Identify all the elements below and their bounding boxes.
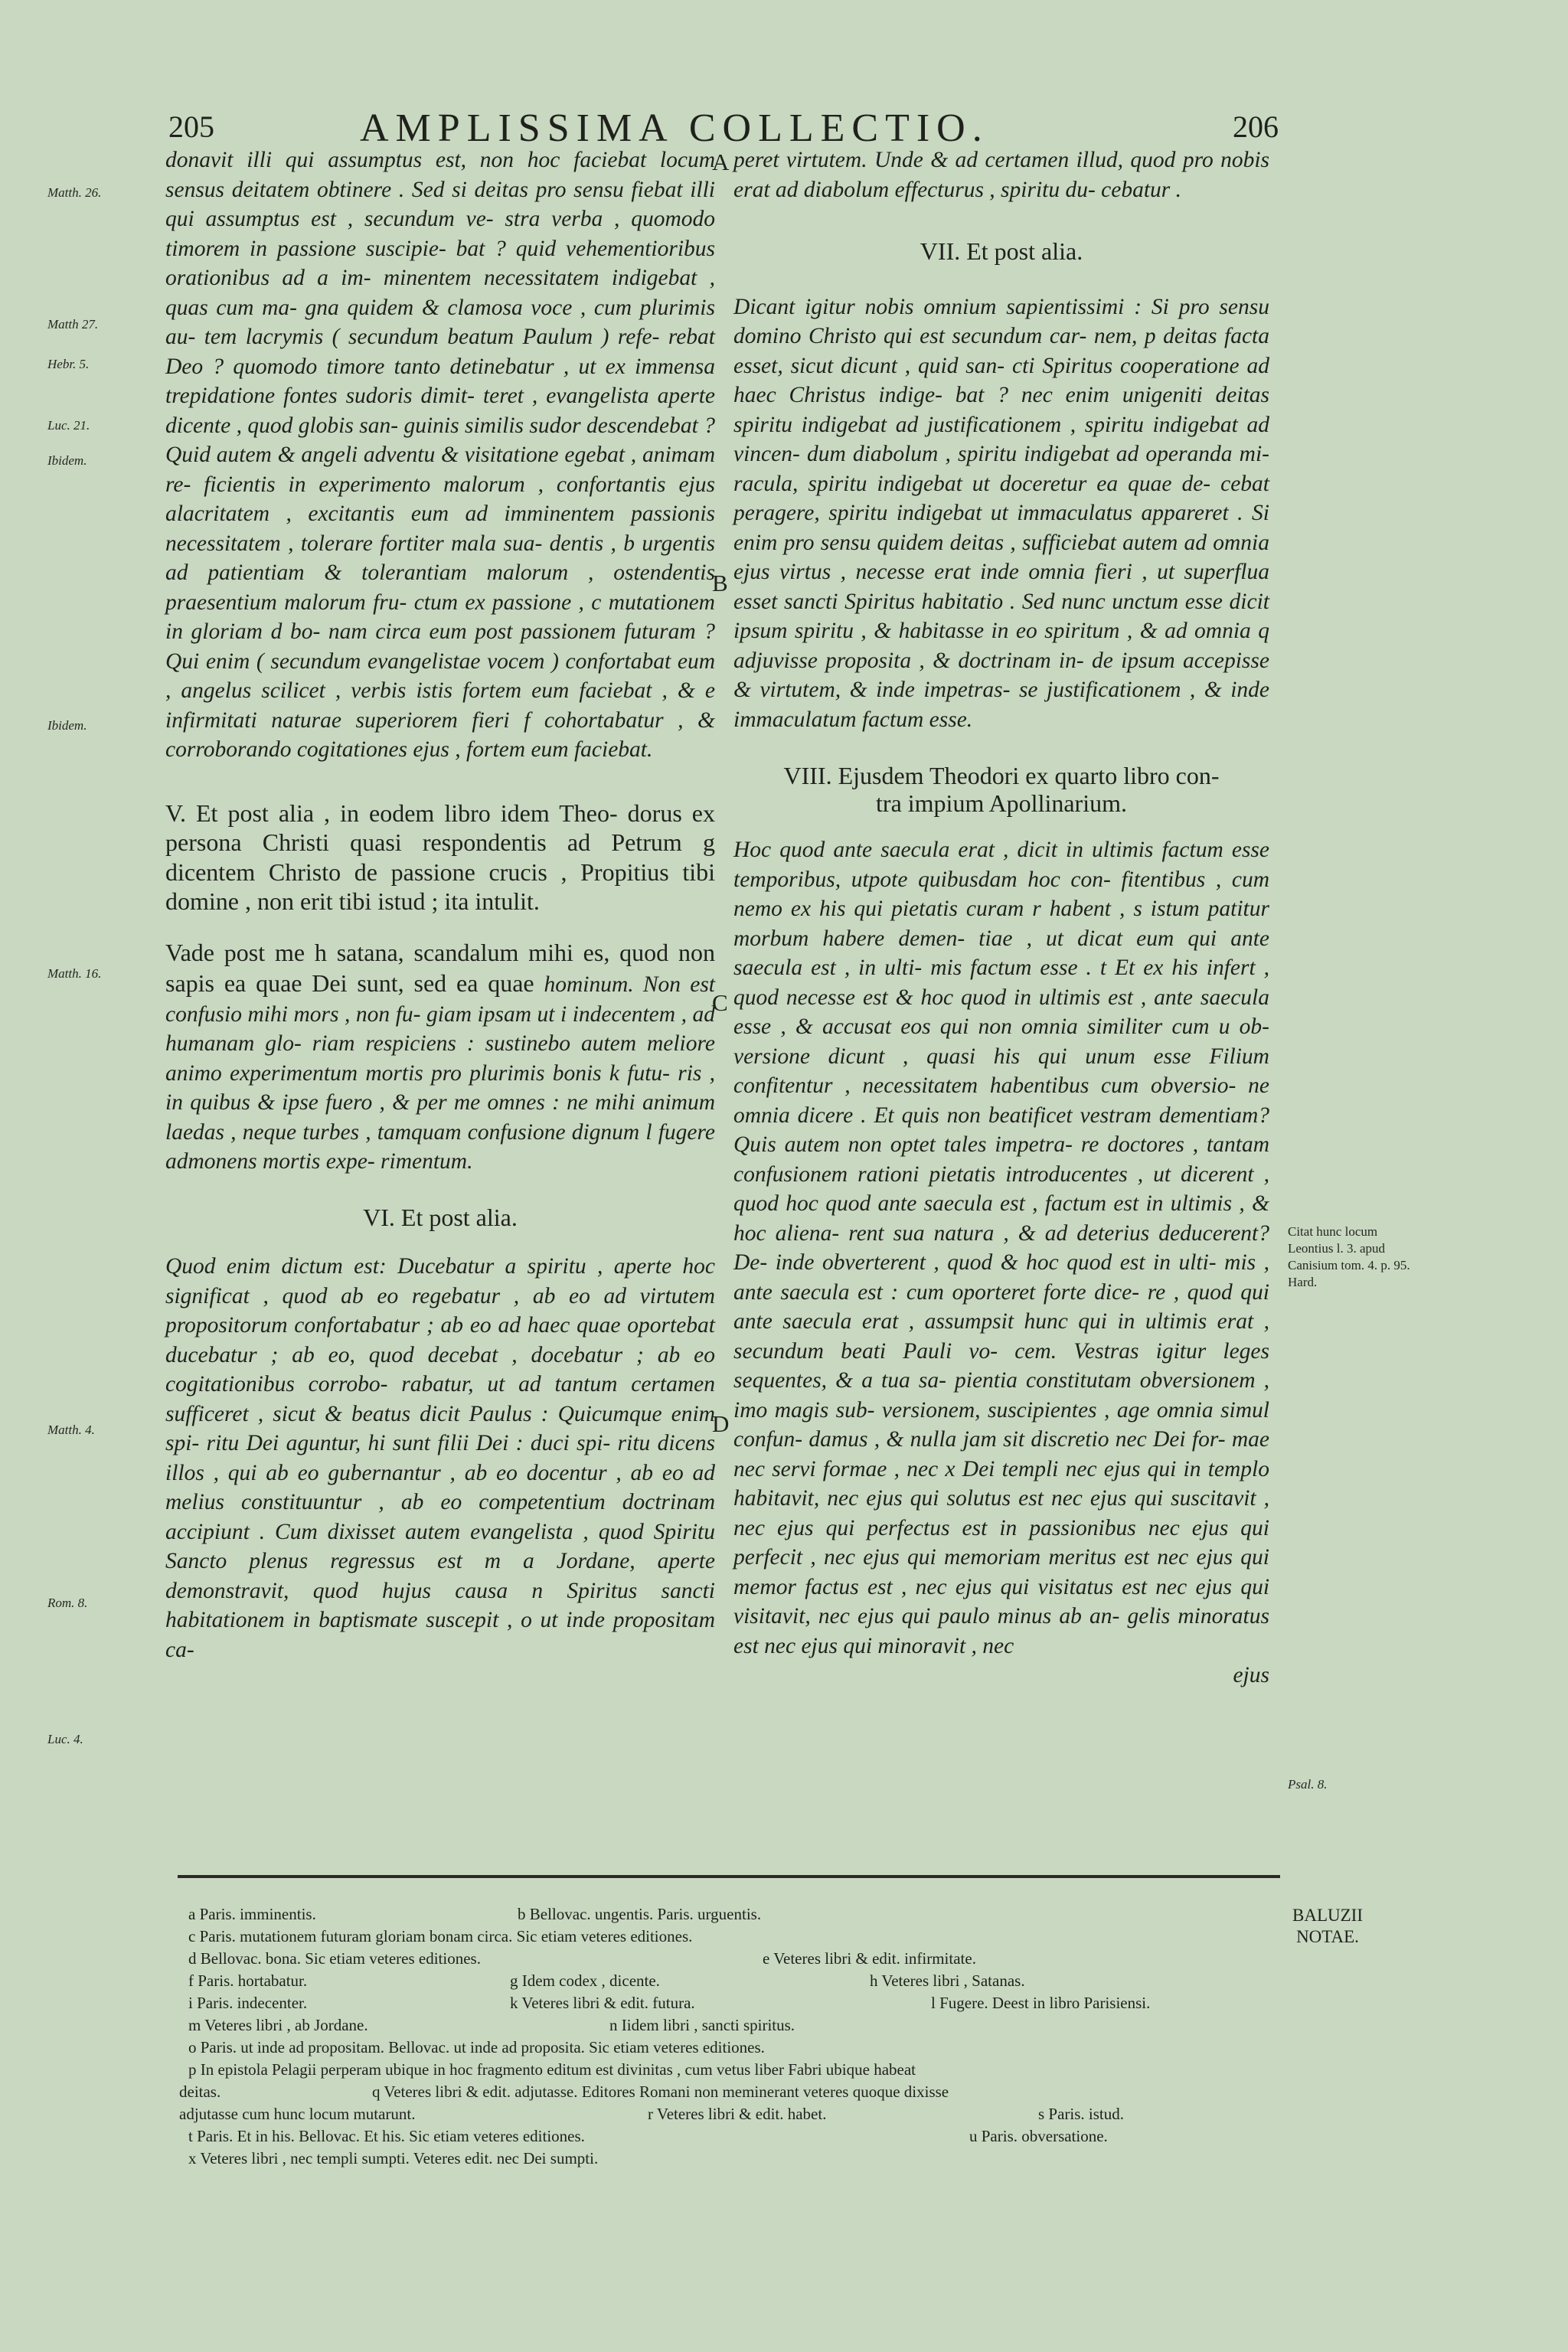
text-line: damus , & nulla jam sit discretio nec Dei for- [808, 1427, 1232, 1452]
footnote: x Veteres libri , nec templi sumpti. Veteres edit. nec Dei sumpti. [188, 2149, 599, 2167]
text-line: donavit illi qui assumptus est, non hoc faciebat [165, 148, 660, 172]
text-line: Hoc quod ante saecula erat , dicit in ultimis [733, 838, 1162, 862]
text-line: racula, spiritu indigebat ut doceretur ea quae de- [733, 471, 1221, 496]
text-line: dorus ex persona Christi quasi respondentis [165, 799, 716, 856]
text-line: eo ad haec quae oportebat ducebatur ; ab eo, quod [165, 1313, 715, 1367]
text-line: pro nobis erat ad diabolum effecturus , spiritu du- [733, 148, 1270, 202]
margin-ref: Luc. 4. [47, 1732, 83, 1746]
margin-ref-right: Citat hunc locum Leontius l. 3. apud Canisium tom. 4. p. 95. Hard. [1288, 1224, 1410, 1289]
section-marker: A [712, 149, 730, 175]
footnote-row [181, 2014, 1283, 2037]
text-line: competentium doctrinam accipiunt . Cum dixisset [165, 1490, 716, 1544]
text-line: sensu fiebat illi qui assumptus est , secundum ve- [165, 177, 715, 231]
footnote-row [181, 2081, 1283, 2103]
footnote-row [181, 2103, 1283, 2125]
text-line: ad omnia q adjuvisse proposita , & doctrinam in- [733, 619, 1269, 673]
text-line: nec ejus qui suscitavit , nec ejus qui perfectus [733, 1486, 1269, 1540]
text-line: ctum ex passione , c mutationem in gloriam d bo- [165, 590, 715, 644]
footnote-row [181, 2059, 1283, 2081]
footnote: g Idem codex , dicente. [510, 1971, 660, 1990]
text-line: hominum. Non est confusio mihi mors , non fu- [165, 972, 716, 1027]
text-line: ad Petrum g dicentem Christo de passione [165, 828, 716, 886]
text-line: passionis necessitatem , tolerare fortiter mala sua- [165, 501, 715, 556]
text-line: sufficiebat autem ad omnia ejus virtus , necesse [733, 530, 1270, 584]
margin-ref: Matth. 4. [47, 1423, 95, 1437]
text-line: versione dicunt , quasi his qui unum esse Filium [733, 1044, 1269, 1069]
text-line: quod non sapis ea quae Dei sunt, sed ea quae [165, 938, 716, 997]
margin-ref: Rom. 8. [47, 1596, 88, 1610]
footnote-row [181, 1970, 1283, 1992]
baluzii-notae-label [1292, 1905, 1363, 1948]
text-line: peret virtutem. Unde & ad certamen illud, quod [733, 148, 1183, 172]
text-line: saecula est , factum est in ultimis , & hoc aliena- [733, 1191, 1269, 1246]
text-line: in baptismate suscepit , o ut inde propositam ca- [165, 1608, 716, 1662]
section-marker: C [712, 989, 728, 1016]
text-line: guinis similis sudor descendebat ? Quid autem & [165, 413, 715, 467]
footnote: d Bellovac. bona. Sic etiam veteres editiones. [188, 1949, 481, 1968]
footnote: o Paris. ut inde ad propositam. Bellovac. ut inde ad proposita. Sic etiam veteres editiones. [188, 2038, 765, 2056]
text-line: est & hoc quod in ultimis est , ante saecula esse , [733, 985, 1270, 1039]
text-line: est in passionibus nec ejus qui perfecit , nec ejus [733, 1515, 1269, 1570]
text-line: qui visitavit, nec ejus qui paulo minus ab an- [733, 1574, 1270, 1628]
text-line: V. Et post alia , in eodem libro idem Theo- [165, 799, 628, 827]
margin-ref: Matth. 26. [47, 185, 102, 200]
text-line: introducentes , ut dicerent , quod hoc quod ante [733, 1161, 1269, 1216]
text-line: qui in templo habitavit, nec ejus qui solutus est [733, 1456, 1269, 1511]
text-line: regressus est m a Jordane, aperte demonstravit, [165, 1549, 715, 1603]
footnote-row [181, 1948, 1283, 1970]
margin-ref-right: Psal. 8. [1288, 1777, 1328, 1792]
text-line: ad justificationem , spiritu indigebat ad vincen- [733, 412, 1269, 466]
text-line: tiae , ut dicat eum qui ante saecula est , in ulti- [733, 926, 1269, 980]
text-line: confusione dignum l fugere admonens mortis expe- [165, 1119, 715, 1174]
footnote: u Paris. obversatione. [969, 2127, 1108, 2145]
text-line: ejus alacritatem , excitantis eum ad imminentem [165, 472, 715, 526]
text-line: ne omnia dicere . Et quis non beatificet vestram [733, 1073, 1269, 1128]
text-line: Vade post me h satana, scandalum mihi es, [165, 938, 620, 966]
heading-line: VIII. Ejusdem Theodori ex quarto libro con- [783, 762, 1220, 789]
footnote: b Bellovac. ungentis. Paris. urguentis. [518, 1905, 762, 1923]
text-line: dentis , b urgentis ad patientiam & tolerantiam [165, 531, 715, 585]
footnote: e Veteres libri & edit. infirmitate. [763, 1949, 976, 1968]
margin-ref: Ibidem. [47, 453, 87, 468]
section-marker: D [712, 1410, 730, 1437]
text-line: f cohortabatur , & corroborando cogitationes ejus , [165, 707, 715, 762]
text-line: & beatus dicit Paulus : Quicumque enim spi- [165, 1401, 715, 1455]
paragraph [165, 1252, 715, 1664]
text-line: pro sensu domino Christo qui est secundum car- [733, 294, 1269, 348]
footnote-row [181, 1903, 1283, 1926]
text-line: istud ; ita intulit. [377, 887, 540, 915]
footnote: a Paris. imminentis. [188, 1905, 316, 1923]
footnote: l Fugere. Deest in libro Parisiensi. [931, 1994, 1151, 2012]
footnote-row [181, 2037, 1283, 2059]
text-line: ficientis in experimento malorum , confortantis [204, 472, 679, 497]
footnote: f Paris. hortabatur. [188, 1971, 308, 1990]
text-line: dum diabolum , spiritu indigebat ad operanda mi- [806, 442, 1269, 466]
right-column [733, 145, 1269, 1690]
section-marker: B [712, 570, 728, 596]
footnote: m Veteres libri , ab Jordane. [188, 2016, 368, 2034]
margin-ref: Matth 27. [47, 317, 99, 332]
text-line: cebatur . [1101, 177, 1182, 202]
text-line: enim ( secundum evangelistae vocem ) confortabat [205, 648, 678, 674]
text-line: inde obverterent , quod & hoc quod est in ulti- [775, 1250, 1225, 1275]
text-line: crucis , Propitius tibi domine , non erit tibi [165, 858, 716, 915]
section-heading-vii: VII. Et post alia. [920, 237, 1083, 265]
text-line: qui memoriam meritus est nec ejus qui memor [733, 1545, 1269, 1599]
text-line: tem lacrymis ( secundum beatum Paulum ) refe- [204, 325, 668, 349]
footnote: adjutasse cum hunc locum mutarunt. [179, 2105, 416, 2123]
paragraph-continued [165, 145, 715, 765]
footnote: deitas. [179, 2082, 221, 2101]
text-line: ne mihi animum laedas , neque turbes , tamquam [165, 1090, 715, 1145]
text-line: fitentibus , cum nemo ex his qui pietatis curam [733, 867, 1269, 921]
text-line: re , quod qui ante saecula erat , assumpsit hunc [733, 1279, 1269, 1334]
text-line: riam respiciens : sustinebo autem meliore animo [165, 1031, 715, 1086]
margin-ref: Matth. 16. [47, 966, 102, 981]
text-line: locum sensus deitatem obtinere . Sed si deitas pro [165, 148, 715, 202]
text-line: erat inde omnia fieri , ut superflua esset sancti [733, 560, 1269, 614]
text-line: ejus [1233, 1663, 1269, 1687]
footnote: n Iidem libri , sancti spiritus. [609, 2016, 795, 2034]
text-line: mae nec servi formae , nec x Dei templi nec ejus [733, 1427, 1269, 1481]
label-line: NOTAE. [1296, 1927, 1359, 1946]
heading-line: tra impium Apollinarium. [876, 789, 1127, 817]
footnote: s Paris. istud. [1038, 2105, 1125, 2123]
text-line: de ipsum accepisse & virtutem, & inde impetras- [733, 648, 1269, 702]
margin-ref: Luc. 21. [47, 418, 90, 433]
text-line: & accusat eos qui non omnia similiter cum u ob- [795, 1014, 1269, 1039]
footnote: t Paris. Et in his. Bellovac. Et his. Sic etiam veteres editiones. [188, 2127, 585, 2145]
footnote-row [181, 2148, 1283, 2170]
text-line: ris , in quibus & ipse fuero , & per me omnes : [165, 1060, 715, 1115]
footnote: h Veteres libri , Satanas. [870, 1971, 1025, 1990]
text-line: faciebat , & e infirmitati naturae superiorem fieri [165, 678, 715, 733]
text-line: nem, p deitas facta esset, sicut dicunt , quid san- [733, 324, 1269, 378]
text-line: versionem, suscipientes , age omnia simul confun- [733, 1397, 1269, 1452]
left-column [165, 145, 715, 1664]
footnote: p In epistola Pelagii perperam ubique in hoc fragmento editum est divinitas , cum vetus liber Fabri ubique habeat [188, 2060, 916, 2079]
footnote-row [181, 1992, 1283, 2014]
text-line: aperte hoc significat , quod ab eo regebatur , ab [165, 1254, 715, 1308]
text-line: angeli adventu & visitatione egebat , animam re- [165, 443, 715, 497]
text-line: mis factum esse . t Et ex his infert , quod necesse [733, 956, 1269, 1010]
text-line: ritu Dei aguntur, hi sunt filii Dei : duci spi- [206, 1431, 618, 1455]
footnote: c Paris. mutationem futuram gloriam bonam circa. Sic etiam veteres editiones. [188, 1927, 693, 1945]
text-line: factus est , nec ejus qui visitatus est nec ejus [805, 1574, 1241, 1599]
label-line: BALUZII [1292, 1906, 1363, 1925]
text-line: confitentur , necessitatem habentibus cum obversio- [733, 1073, 1249, 1098]
footnotes [181, 1903, 1283, 2170]
text-line: mis , ante saecula est : cum oporteret forte dice- [733, 1250, 1269, 1305]
text-line: gelis minoratus est nec ejus qui minoravit , nec [733, 1604, 1269, 1658]
quotation-paragraph [165, 938, 715, 1177]
text-line: Dicant igitur nobis omnium sapientissimi : Si [733, 294, 1179, 319]
text-line: esse. [929, 707, 973, 732]
text-line: bat ? nec enim unigeniti deitas spiritu indigebat [733, 383, 1269, 437]
text-line: se justificationem , & inde immaculatum factum [733, 678, 1269, 732]
section-v [165, 799, 715, 916]
text-line: nam circa eum post passionem futuram ? Qui [165, 619, 715, 674]
footnote: r Veteres libri & edit. habet. [648, 2105, 827, 2123]
text-line: cem. Vestras igitur leges sequentes, & a tua sa- [733, 1338, 1269, 1393]
text-line: re doctores , tantam confusionem rationi pietatis [733, 1132, 1269, 1187]
text-line: eum , angelus scilicet , verbis istis fortem eum [165, 648, 716, 703]
text-line: autem evangelista , quod Spiritu Sancto plenus [165, 1519, 715, 1573]
margin-ref: Ibidem. [47, 718, 87, 733]
footnote: q Veteres libri & edit. adjutasse. Editores Romani non meminerant veteres quoque dixisse [372, 2082, 949, 2101]
paragraph [733, 292, 1269, 735]
footnote: i Paris. indecenter. [188, 1994, 308, 2012]
text-line: decebat , docebatur ; ab eo cogitationibus corrobo- [165, 1342, 715, 1396]
footnote-row [181, 1926, 1283, 1948]
text-line: gna quidem & clamosa voce , cum plurimis au- [165, 295, 715, 349]
text-line: dementiam? Quis autem non optet tales impetra- [733, 1102, 1269, 1157]
paragraph [733, 835, 1269, 1690]
page-number-right: 206 [1233, 109, 1279, 144]
text-line: appareret . Si enim pro sensu quidem deitas , [733, 501, 1270, 555]
text-line: ut ex immensa trepidatione fontes sudoris dimit- [165, 354, 715, 408]
text-line: stra verba , quomodo timorem in passione suscipie- [165, 207, 715, 261]
text-line: rimentum. [381, 1149, 473, 1174]
section-heading-vi: VI. Et post alia. [363, 1203, 518, 1231]
text-line: rebat Deo ? quomodo timore tanto detinebatur , [165, 325, 716, 379]
margin-ref: Hebr. 5. [47, 357, 90, 371]
text-line: eo ad virtutem propositorum confortabatur ; ab [165, 1283, 715, 1338]
text-line: ipsum spiritu , & habitasse in eo spiritum , & [733, 619, 1165, 643]
text-line: pientia constitutam obversionem , imo magis sub- [733, 1368, 1269, 1423]
text-line: r habent , s istum patitur morbum habere demen- [733, 897, 1269, 951]
page-number-left: 205 [168, 109, 214, 144]
text-line: Spiritus habitatio . Sed nunc unctum esse dicit [844, 589, 1269, 614]
running-title: AMPLISSIMA COLLECTIO. [360, 106, 989, 150]
text-line: quod hujus causa n Spiritus sancti habitationem [165, 1578, 715, 1632]
text-line: factum esse temporibus, utpote quibusdam hoc con- [733, 838, 1269, 892]
footnote-rule [178, 1875, 1280, 1878]
text-line: bat ? quid vehementioribus orationibus ad a im- [165, 236, 715, 290]
text-line: malorum , ostendentis praesentium malorum fru- [165, 560, 715, 615]
text-line: fortem eum faciebat. [466, 737, 653, 762]
text-line: qui in ultimis erat , secundum beati Pauli vo- [733, 1309, 1269, 1364]
text-line: rent sua natura , & ad deterius deducerent? De- [733, 1220, 1269, 1275]
text-line: cti Spiritus cooperatione ad haec Christus indige- [733, 353, 1270, 407]
section-heading-viii [733, 762, 1269, 817]
text-line: ritu dicens illos , qui ab eo gubernantur , ab eo [165, 1431, 715, 1485]
text-line: teret , evangelista aperte dicente , quod globis san- [165, 384, 715, 438]
text-line: experimentum mortis pro plurimis bonis k futu- [230, 1060, 678, 1086]
text-line: giam ipsam ut i indecentem , ad humanam glo- [165, 1001, 715, 1056]
footnote: k Veteres libri & edit. futura. [510, 1994, 695, 2012]
text-line: rabatur, ut ad tantum certamen sufficeret , sicut [165, 1372, 715, 1426]
footnote-row [181, 2125, 1283, 2148]
paragraph-continued [733, 145, 1269, 204]
text-line: docentur , ab eo ad melius constituuntur , ab eo [165, 1460, 716, 1514]
text-line: Quod enim dictum est: Ducebatur a spiritu , [165, 1254, 614, 1279]
text-line: cebat peragere, spiritu indigebat ut immaculatus [733, 471, 1269, 525]
text-line: minentem necessitatem indigebat , quas cum ma- [165, 266, 715, 320]
